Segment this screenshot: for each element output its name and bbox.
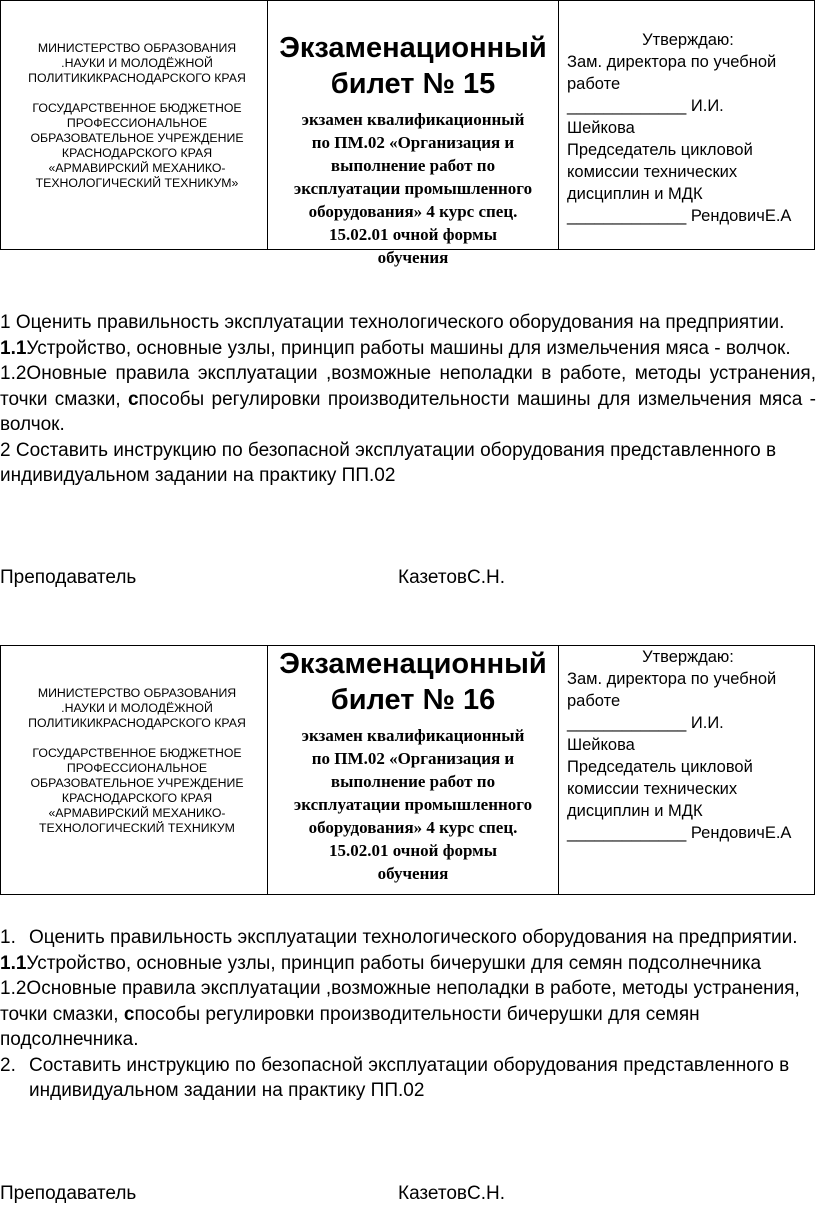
exam-line: экзамен квалификационный [301,726,525,745]
signature-line: _____________ И.И. [567,714,724,732]
org-line: ТЕХНОЛОГИЧЕСКИЙ ТЕХНИКУМ [39,821,235,835]
approval-line: Зам. директора по учебной [567,53,777,71]
exam-line: по ПМ.02 «Организация и [311,749,515,768]
org-line: ПРОФЕССИОНАЛЬНОЕ [66,116,208,130]
approve-label: Утверждаю: [642,648,734,666]
signature-line: _____________ РендовичЕ.А [567,207,792,225]
exam-line: выполнение работ по [330,772,496,791]
question-number: 1.2 [0,978,27,999]
approval-cell [559,646,815,894]
exam-line: обучения [377,864,449,883]
question-text: с [123,1003,135,1025]
ticket-number: билет № 15 [330,68,496,100]
question-number: 1.2 [0,363,27,384]
org-line: ТЕХНОЛОГИЧЕСКИЙ ТЕХНИКУМ» [35,176,239,190]
approval-line: Председатель цикловой [567,141,753,159]
teacher-label: Преподаватель [0,567,137,588]
exam-line: оборудования» 4 курс спец. [308,818,518,837]
exam-line: выполнение работ по [330,156,496,175]
signature-line: _____________ РендовичЕ.А [567,824,792,842]
org-line: ОБРАЗОВАТЕЛЬНОЕ УЧРЕЖДЕНИЕ [30,776,244,790]
question-text: пособы регулировки производительности машины для измельчения мяса - волчок. [0,388,816,435]
exam-description [268,108,558,269]
org-line: ОБРАЗОВАТЕЛЬНОЕ УЧРЕЖДЕНИЕ [30,131,244,145]
teacher-name: КазетовС.Н. [398,567,506,588]
ticket-title: Экзаменационный [279,32,547,64]
org-line: .НАУКИ И МОЛОДЁЖНОЙ [61,701,213,715]
ticket-questions-15 [0,310,816,489]
question-text: Устройство, основные узлы, принцип работы машины для измельчения мяса - волчок. [26,337,791,359]
exam-line: эксплуатации промышленного [293,795,533,814]
question-1-1 [0,336,816,362]
org-line: ПОЛИТИКИКРАСНОДАРСКОГО КРАЯ [28,716,246,730]
ticket-title-cell [268,646,559,894]
ticket-header-16 [0,645,815,895]
ticket-questions-16 [0,925,816,1104]
org-line: МИНИСТЕРСТВО ОБРАЗОВАНИЯ [37,41,237,55]
teacher-label: Преподаватель [0,1183,137,1204]
approval-line: Шейкова [567,736,635,754]
approval-line: Председатель цикловой [567,758,753,776]
approve-label: Утверждаю: [642,31,734,49]
approval-line: комиссии технических [567,780,738,798]
question-number: 2. [0,1054,16,1076]
org-line: КРАСНОДАРСКОГО КРАЯ [61,791,213,805]
question-2: 2 Составить инструкцию по безопасной эксплуатации оборудования представленного в индивидуальном задании на практику ПП.02 [0,439,777,486]
ticket-number: билет № 16 [330,684,496,716]
org-line: ГОСУДАРСТВЕННОЕ БЮДЖЕТНОЕ [32,101,242,115]
exam-line: обучения [377,248,449,267]
exam-line: оборудования» 4 курс спец. [308,202,518,221]
question-number: 1.1 [0,337,27,359]
exam-line: 15.02.01 очной формы [328,841,498,860]
exam-line: по ПМ.02 «Организация и [311,133,515,152]
approval-line: комиссии технических [567,163,738,181]
approval-cell [559,1,815,249]
teacher-name: КазетовС.Н. [398,1183,506,1204]
signature-line: _____________ И.И. [567,97,724,115]
exam-line: 15.02.01 очной формы [328,225,498,244]
org-line: «АРМАВИРСКИЙ МЕХАНИКО- [48,161,226,175]
ticket-title: Экзаменационный [279,648,547,680]
question-1-1 [0,951,816,977]
org-line: МИНИСТЕРСТВО ОБРАЗОВАНИЯ [37,686,237,700]
approval-line: Зам. директора по учебной [567,670,777,688]
approval-line: дисциплин и МДК [567,185,703,203]
approval-line: дисциплин и МДК [567,802,703,820]
exam-line: эксплуатации промышленного [293,179,533,198]
question-1-2 [0,976,816,1053]
question-text: пособы регулировки производительности бичерушки для семян подсолнечника. [0,1003,700,1050]
organization-cell [1,646,268,894]
question-text: Составить инструкцию по безопасной эксплуатации оборудования представленного в индивидуальном задании на практику ПП.02 [29,1054,790,1101]
question-1-2 [0,361,816,438]
org-line: ГОСУДАРСТВЕННОЕ БЮДЖЕТНОЕ [32,746,242,760]
question-text: Оновные правила эксплуатации ,возможные неполадки в работе, методы устранения, точки смазки, [0,363,816,410]
org-line: .НАУКИ И МОЛОДЁЖНОЙ [61,56,213,70]
organization-cell [1,1,268,249]
org-line: «АРМАВИРСКИЙ МЕХАНИКО- [48,806,226,820]
question-1 [0,925,816,951]
question-text: Оценить правильность эксплуатации технологического оборудования на предприятии. [29,927,798,948]
question-number: 1. [0,927,16,948]
approval-line: Шейкова [567,119,635,137]
question-text: Устройство, основные узлы, принцип работы бичерушки для семян подсолнечника [26,952,762,974]
question-text: с [127,388,139,410]
question-number: 1.1 [0,952,27,974]
exam-description [268,724,558,885]
org-line: ПОЛИТИКИКРАСНОДАРСКОГО КРАЯ [28,71,246,85]
question-text: Основные правила эксплуатации ,возможные неполадки в работе, методы устранения, точки смазки, [0,978,800,1025]
approval-line: работе [567,692,621,710]
approval-line: работе [567,75,621,93]
org-line: ПРОФЕССИОНАЛЬНОЕ [66,761,208,775]
ticket-header-15 [0,0,815,267]
question-1: 1 Оценить правильность эксплуатации технологического оборудования на предприятии. [0,312,785,333]
org-line: КРАСНОДАРСКОГО КРАЯ [61,146,213,160]
exam-line: экзамен квалификационный [301,110,525,129]
question-2 [0,1053,816,1104]
ticket-title-cell [268,1,559,267]
